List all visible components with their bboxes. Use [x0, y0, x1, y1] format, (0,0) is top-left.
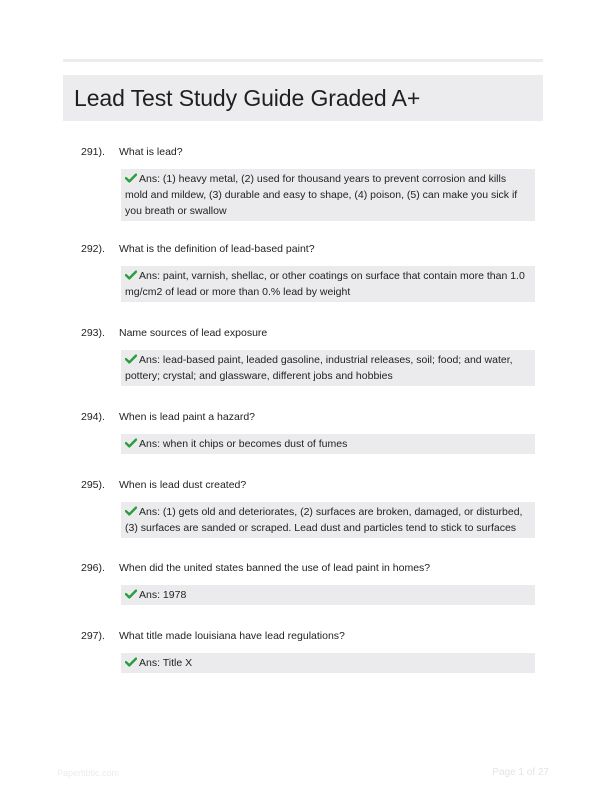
answer-text: Ans: lead-based paint, leaded gasoline, industrial releases, soil; food; and water, pottery; crystal; and glassware, different jobs and hobbies — [125, 354, 513, 382]
question-block — [81, 478, 535, 538]
question-text: What title made louisiana have lead regulations? — [119, 630, 345, 642]
question-text: What is lead? — [119, 146, 183, 158]
question-number: 295). — [81, 479, 105, 491]
answer-text: Ans: when it chips or becomes dust of fumes — [139, 438, 348, 450]
question-number: 296). — [81, 562, 105, 574]
question-block — [81, 629, 535, 673]
answer-box — [121, 169, 535, 221]
answer-text: Ans: 1978 — [139, 589, 187, 601]
question-number: 297). — [81, 630, 105, 642]
question-text: When is lead paint a hazard? — [119, 411, 256, 423]
question-text: Name sources of lead exposure — [119, 327, 268, 339]
answer-box — [121, 434, 535, 454]
question-text: What is the definition of lead-based paint? — [119, 243, 315, 255]
answer-box — [121, 266, 535, 302]
question-block — [81, 410, 535, 454]
question-number: 292). — [81, 243, 105, 255]
question-number: 293). — [81, 327, 105, 339]
document-title: Lead Test Study Guide Graded A+ — [74, 84, 421, 111]
page-number: Page 1 of 27 — [492, 767, 549, 778]
answer-text: Ans: (1) gets old and deteriorates, (2) surfaces are broken, damaged, or disturbed, (3) surfaces are sanded or scraped. Lead dust and particles tend to stick to surfaces — [125, 506, 523, 534]
answer-box — [121, 585, 535, 605]
header-divider — [63, 59, 543, 62]
check-icon — [125, 506, 137, 516]
check-icon — [125, 354, 137, 364]
check-icon — [125, 589, 137, 599]
answer-text: Ans: (1) heavy metal, (2) used for thousand years to prevent corrosion and kills mold and mildew, (3) durable and easy to shape, (4) poison, (5) can make you sick if you breath or swallow — [125, 173, 518, 217]
check-icon — [125, 657, 137, 667]
answer-box — [121, 653, 535, 673]
question-text: When did the united states banned the use of lead paint in homes? — [119, 562, 431, 574]
check-icon — [125, 270, 137, 280]
check-icon — [125, 438, 137, 448]
question-number: 291). — [81, 146, 105, 158]
answer-text: Ans: Title X — [139, 657, 193, 669]
question-text: When is lead dust created? — [119, 479, 247, 491]
answer-box — [121, 350, 535, 386]
check-icon — [125, 173, 137, 183]
footer-watermark: Papertibtic.com — [57, 768, 120, 778]
question-block — [81, 242, 535, 302]
question-number: 294). — [81, 411, 105, 423]
question-block — [81, 145, 535, 221]
answer-text: Ans: paint, varnish, shellac, or other coatings on surface that contain more than 1.0 mg/cm2 of lead or more than 0.% lead by weight — [125, 270, 525, 298]
question-block — [81, 561, 535, 605]
answer-box — [121, 502, 535, 538]
question-block — [81, 326, 535, 386]
title-banner — [63, 75, 543, 121]
